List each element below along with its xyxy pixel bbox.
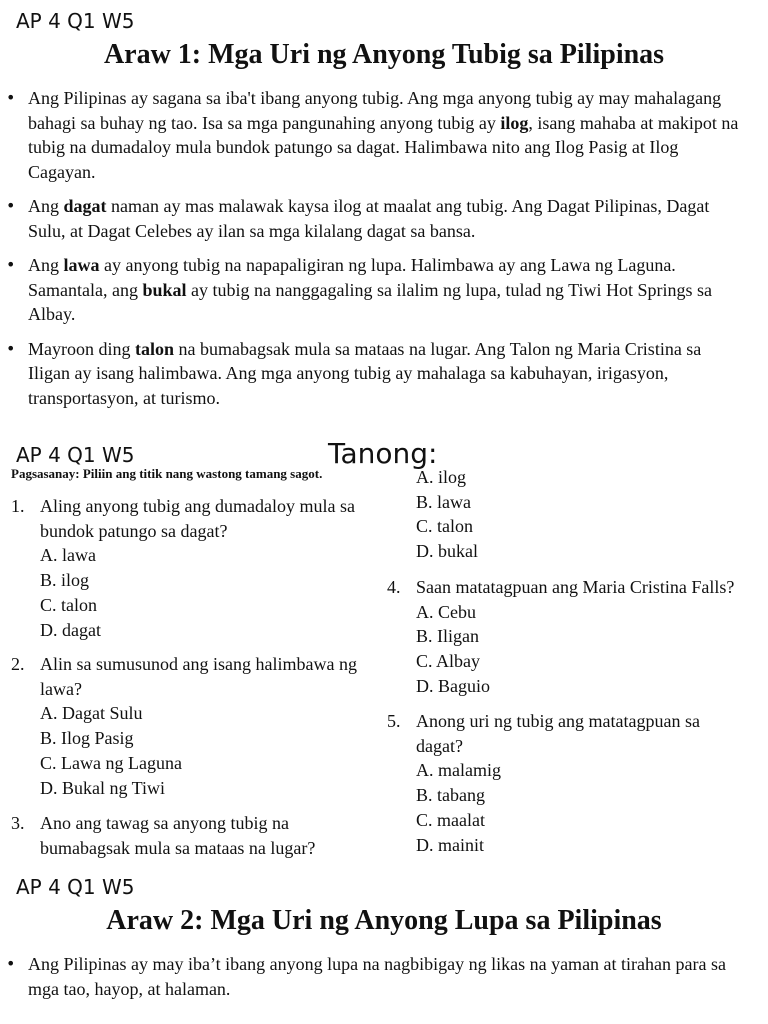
option-d: D. Bukal ng Tiwi [40, 777, 166, 798]
course-code-label: AP 4 Q1 W5 [16, 875, 135, 899]
question-text: dagat? [416, 735, 463, 756]
quiz-instruction: Pagsasanay: Piliin ang titik nang wastong tamang sagot. [11, 466, 323, 481]
question-number: 3. [11, 813, 25, 833]
bold-term-bukal: bukal [142, 279, 187, 300]
bullet-text: Ang Pilipinas ay may iba’t ibang anyong lupa na nagbibigay ng likas na yaman at tirahan para sa mga tao, hayop, at halaman. [28, 954, 726, 999]
lesson2-title: Araw 2: Mga Uri ng Anyong Lupa sa Pilipinas [106, 905, 662, 936]
question-1 [11, 494, 381, 644]
option-a: A. ilog [416, 467, 467, 487]
question-number: 2. [11, 654, 25, 674]
bold-term-ilog: ilog [500, 112, 529, 133]
bullet-text: Ang [28, 255, 64, 275]
option-d: D. mainit [416, 834, 484, 855]
question-text: Ano ang tawag sa anyong tubig na [40, 813, 289, 833]
question-text: Aling anyong tubig ang dumadaloy mula sa [40, 496, 355, 516]
question-3 [11, 811, 381, 863]
lesson1-bullet-ilog [0, 86, 768, 184]
bullet-text: Ang [28, 196, 64, 216]
option-c: C. Lawa ng Laguna [40, 752, 182, 773]
option-a: A. Cebu [416, 601, 476, 622]
course-code-label: AP 4 Q1 W5 [16, 9, 135, 33]
lesson1-title: Araw 1: Mga Uri ng Anyong Tubig sa Pilipinas [103, 39, 665, 70]
option-d: D. bukal [416, 541, 478, 562]
option-c: C. Albay [416, 651, 481, 672]
bullet-text: Ang Pilipinas ay sagana sa iba't ibang anyong tubig. Ang mga anyong tubig ay may mahalagang bahagi sa buhay ng tao. Isa sa mga pangunahing anyong tubig ay [28, 88, 722, 133]
option-d: D. Baguio [416, 675, 490, 696]
lesson1-bullet-dagat [0, 194, 768, 243]
bullet-text: ay anyong tubig na napapaligiran ng lupa. Halimbawa ay ang Lawa ng Laguna. Samantala, ang [28, 255, 676, 300]
question-2 [11, 652, 381, 802]
option-c: C. talon [416, 516, 473, 537]
bullet-text: ay tubig na nanggagaling sa ilalim ng lupa, tulad ng Tiwi Hot Springs sa Albay. [28, 279, 712, 324]
bold-term-lawa: lawa [63, 255, 100, 275]
question-number: 4. [387, 577, 401, 597]
bullet-text: naman ay mas malawak kaysa ilog at maalat ang tubig. Ang Dagat Pilipinas, Dagat Sulu, at Dagat Celebes ay ilan sa mga kilalang dagat sa bansa. [28, 196, 710, 241]
question-text: bumabagsak mula sa mataas na lugar? [40, 837, 316, 858]
question-text: Saan matatagpuan ang Maria Cristina Falls? [416, 577, 735, 597]
lesson1-bullet-list [0, 86, 768, 420]
question-3-options [416, 465, 478, 564]
lesson2-bullet [0, 952, 768, 1001]
question-text: Anong uri ng tubig ang matatagpuan sa [416, 711, 700, 731]
question-number: 5. [387, 711, 401, 731]
bold-term-talon: talon [135, 338, 175, 359]
option-a: A. lawa [40, 545, 96, 566]
bullet-text: na bumabagsak mula sa mataas na lugar. Ang Talon ng Maria Cristina sa Iligan ay isang halimbawa. Ang mga anyong tubig ay mahalaga sa kabuhayan, irigasyon, transportasyon, at turismo. [28, 338, 702, 408]
question-5 [387, 709, 765, 859]
option-b: B. tabang [416, 785, 485, 806]
question-text: Alin sa sumusunod ang isang halimbawa ng [40, 654, 357, 674]
bullet-text: , isang mahaba at makipot na tubig na dumadaloy mula bundok patungo sa dagat. Halimbawa nito ang Ilog Pasig at Ilog Cagayan. [28, 112, 739, 182]
quiz-heading: Tanong: [328, 437, 438, 470]
lesson2-bullet-list [0, 952, 768, 1011]
bullet-text: Mayroon ding [28, 338, 135, 359]
option-b: B. ilog [40, 570, 90, 591]
question-4 [387, 575, 765, 699]
option-b: B. Iligan [416, 626, 479, 647]
option-a: A. Dagat Sulu [40, 703, 143, 724]
course-code-label: AP 4 Q1 W5 [16, 443, 135, 467]
option-b: B. Ilog Pasig [40, 728, 134, 749]
option-a: A. malamig [416, 760, 501, 781]
option-c: C. maalat [416, 809, 485, 830]
option-d: D. dagat [40, 619, 101, 640]
lesson1-bullet-lawa [0, 253, 768, 327]
question-text: bundok patungo sa dagat? [40, 520, 228, 541]
option-c: C. talon [40, 594, 97, 615]
question-text: lawa? [40, 678, 82, 699]
question-number: 1. [11, 496, 25, 516]
bold-term-dagat: dagat [63, 196, 107, 216]
lesson1-bullet-talon [0, 337, 768, 411]
option-b: B. lawa [416, 491, 471, 512]
